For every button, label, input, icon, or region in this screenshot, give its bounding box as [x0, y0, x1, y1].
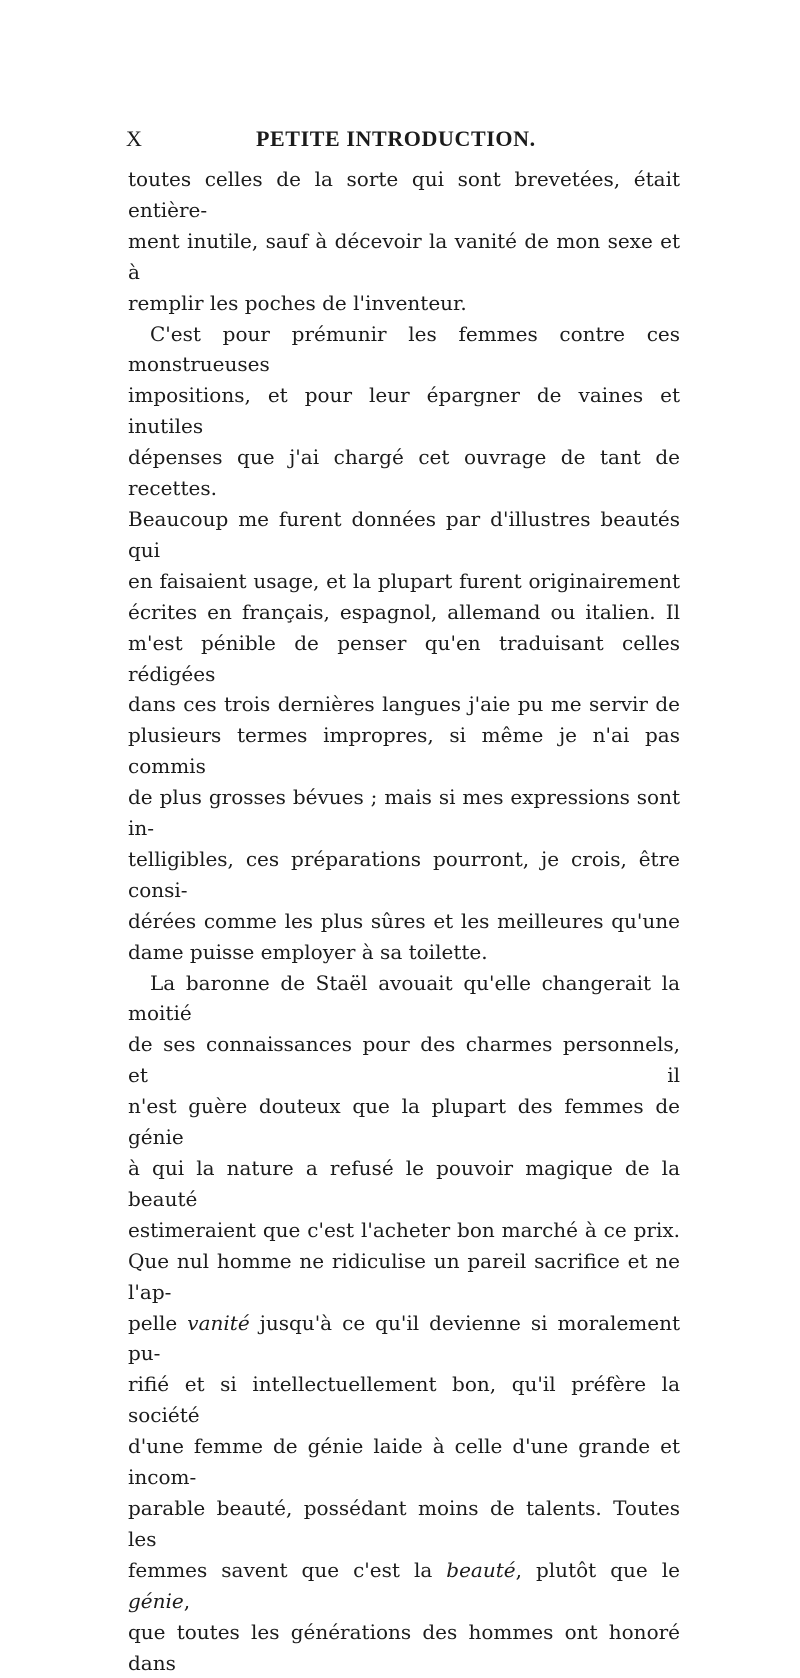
text-run: , plutôt que le [515, 1557, 680, 1582]
paragraph-2 [128, 319, 680, 968]
text-line: toutes celles de la sorte qui sont brevetées, était entière- [128, 167, 680, 222]
text-line: m'est pénible de penser qu'en traduisant celles rédigées [128, 630, 680, 686]
text-line: de plus grosses bévues ; mais si mes expressions sont in- [128, 785, 680, 841]
text-line: en faisaient usage, et la plupart furent originairement [128, 568, 680, 593]
text-line-with-italic [128, 1308, 680, 1370]
text-line: d'une femme de génie laide à celle d'une grande et incom- [128, 1434, 680, 1490]
running-head: PETITE INTRODUCTION. [256, 126, 536, 151]
text-line: écrites en français, espagnol, allemand ou italien. Il [128, 599, 680, 624]
text-line: estimeraient que c'est l'acheter bon marché à ce prix. [128, 1217, 680, 1242]
text-line-with-italic [128, 1555, 680, 1617]
text-run: , [183, 1588, 191, 1613]
text-line: dépenses que j'ai chargé cet ouvrage de tant de recettes. [128, 445, 680, 501]
body-text [128, 164, 680, 1678]
italic-word: vanité [187, 1310, 250, 1335]
text-line: n'est guère douteux que la plupart des femmes de génie [128, 1094, 680, 1150]
text-run: femmes savent que c'est la [128, 1557, 447, 1582]
italic-word: génie [128, 1588, 184, 1613]
text-line: impositions, et pour leur épargner de vaines et inutiles [128, 383, 680, 439]
text-line: La baronne de Staël avouait qu'elle changerait la moitié [128, 970, 680, 1026]
text-run: pelle [128, 1310, 188, 1335]
text-line: rifié et si intellectuellement bon, qu'il préfère la société [128, 1372, 680, 1428]
text-line: Beaucoup me furent données par d'illustres beautés qui [128, 506, 680, 562]
text-line: C'est pour prémunir les femmes contre ces monstrueuses [128, 321, 680, 377]
page-header [126, 126, 682, 156]
italic-word: beauté [446, 1557, 516, 1582]
text-line: Que nul homme ne ridiculise un pareil sacrifice et ne l'ap- [128, 1248, 680, 1304]
paragraph-1 [128, 164, 680, 319]
text-line: telligibles, ces préparations pourront, je crois, être consi- [128, 846, 680, 902]
text-line: remplir les poches de l'inventeur. [128, 290, 467, 315]
page-number: X [126, 126, 143, 151]
paragraph-3 [128, 968, 680, 1678]
text-line: dérées comme les plus sûres et les meilleures qu'une [128, 908, 680, 933]
text-line: de ses connaissances pour des charmes personnels, et il [128, 1032, 680, 1088]
text-line: dame puisse employer à sa toilette. [128, 939, 488, 964]
text-line: dans ces trois dernières langues j'aie pu me servir de [128, 692, 680, 717]
text-run: jusqu'à ce qu'il devienne si moralement pu- [128, 1310, 681, 1366]
text-line: ment inutile, sauf à décevoir la vanité de mon sexe et à [128, 228, 680, 284]
text-line: plusieurs termes impropres, si même je n'ai pas commis [128, 723, 680, 779]
text-line: parable beauté, possédant moins de talents. Toutes les [128, 1495, 680, 1551]
text-line: à qui la nature a refusé le pouvoir magique de la beauté [128, 1156, 680, 1211]
text-line: que toutes les générations des hommes ont honoré dans [128, 1619, 680, 1675]
